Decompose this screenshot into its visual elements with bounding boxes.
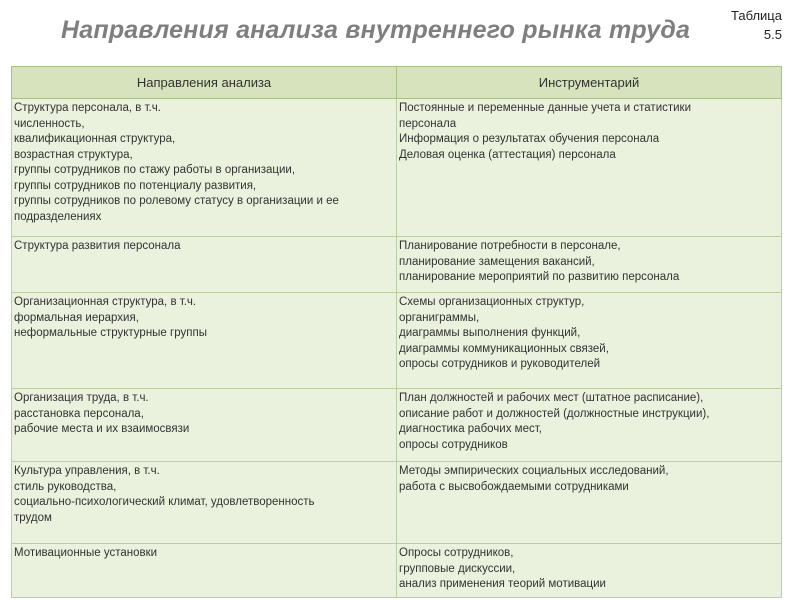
tools-cell <box>397 544 782 598</box>
cell-line: диаграммы выполнения функций, <box>399 327 581 339</box>
cell-line: Структура развития персонала <box>14 240 181 252</box>
table-caption <box>716 6 782 44</box>
table-caption-word: Таблица <box>731 8 782 23</box>
cell-line: группы сотрудников по стажу работы в организации, <box>14 164 296 176</box>
tools-cell <box>397 237 782 293</box>
tools-cell <box>397 293 782 389</box>
direction-cell <box>12 544 397 598</box>
cell-line: описание работ и должностей (должностные инструкции), <box>399 407 710 420</box>
cell-line: План должностей и рабочих мест (штатное расписание), <box>399 392 704 404</box>
cell-line: диаграммы коммуникационных связей, <box>399 342 609 355</box>
cell-line: рабочие места и их взаимосвязи <box>14 423 190 435</box>
table-header-row <box>12 67 782 99</box>
cell-line: группы сотрудников по ролевому статусу в организации и ее <box>14 195 339 207</box>
cell-line: групповые дискуссии, <box>399 562 516 575</box>
cell-line: Схемы организационных структур, <box>399 296 585 308</box>
direction-cell <box>12 389 397 462</box>
tools-cell <box>397 462 782 544</box>
table-row <box>12 237 782 293</box>
header-directions: Направления анализа <box>12 67 397 99</box>
cell-line: неформальные структурные группы <box>14 327 207 339</box>
cell-line: Организация труда, в т.ч. <box>14 392 149 404</box>
table-caption-number: 5.5 <box>763 27 782 42</box>
cell-line: работа с высвобождаемыми сотрудниками <box>399 480 629 493</box>
tools-cell <box>397 389 782 462</box>
direction-cell <box>12 293 397 389</box>
table-row <box>12 293 782 389</box>
cell-line: Планирование потребности в персонале, <box>399 240 621 252</box>
table-row <box>12 99 782 237</box>
direction-cell <box>12 237 397 293</box>
cell-line: Структура персонала, в т.ч. <box>14 102 161 114</box>
cell-line: Постоянные и переменные данные учета и статистики <box>399 102 692 114</box>
cell-line: опросы сотрудников <box>399 438 508 451</box>
slide-title: Направления анализа внутреннего рынка труда <box>61 16 691 44</box>
cell-line: планирование замещения вакансий, <box>399 255 595 268</box>
cell-line: Информация о результатах обучения персонала <box>399 133 660 145</box>
cell-line: Мотивационные установки <box>14 547 158 559</box>
cell-line: персонала <box>399 117 457 130</box>
cell-line: опросы сотрудников и руководителей <box>399 358 601 370</box>
cell-line: расстановка персонала, <box>14 407 144 420</box>
table-row <box>12 544 782 598</box>
cell-line: Опросы сотрудников, <box>399 547 514 559</box>
cell-line: анализ применения теорий мотивации <box>399 578 606 590</box>
cell-line: органиграммы, <box>399 311 480 324</box>
direction-cell <box>12 99 397 237</box>
analysis-table <box>11 66 782 598</box>
cell-line: планирование мероприятий по развитию персонала <box>399 271 680 283</box>
cell-line: Деловая оценка (аттестация) персонала <box>399 148 616 161</box>
cell-line: стиль руководства, <box>14 480 117 493</box>
header-tools: Инструментарий <box>397 67 782 99</box>
cell-line: подразделениях <box>14 210 102 223</box>
cell-line: социально-психологический климат, удовлетворенность <box>14 496 315 508</box>
cell-line: квалификационная структура, <box>14 133 176 145</box>
cell-line: группы сотрудников по потенциалу развития, <box>14 179 257 192</box>
tools-cell <box>397 99 782 237</box>
cell-line: диагностика рабочих мест, <box>399 423 542 435</box>
table-row <box>12 462 782 544</box>
table-row <box>12 389 782 462</box>
direction-cell <box>12 462 397 544</box>
cell-line: Организационная структура, в т.ч. <box>14 296 197 308</box>
cell-line: трудом <box>14 511 52 524</box>
cell-line: Культура управления, в т.ч. <box>14 465 160 477</box>
cell-line: возрастная структура, <box>14 148 133 161</box>
cell-line: Методы эмпирических социальных исследований, <box>399 465 669 477</box>
cell-line: формальная иерархия, <box>14 311 139 324</box>
cell-line: численность, <box>14 117 85 130</box>
